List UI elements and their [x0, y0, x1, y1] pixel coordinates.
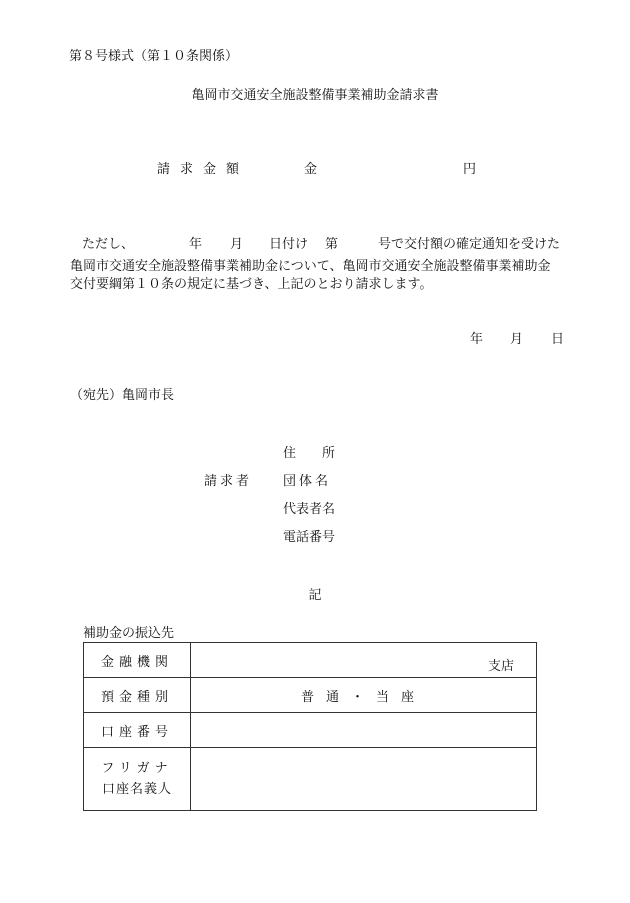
branch-suffix: 支店 [487, 659, 514, 674]
request-month: 月 [510, 332, 524, 347]
account-number-field[interactable] [191, 713, 537, 748]
request-day: 日 [551, 332, 565, 347]
request-year: 年 [470, 332, 484, 347]
institution-label: 金融機関 [84, 643, 191, 678]
claimant-label: 請求者 [204, 474, 253, 489]
body-year: 年 [189, 237, 203, 252]
deposit-type-label: 預金種別 [84, 678, 191, 713]
body-line-3: 交付要綱第１０条の規定に基づき、上記のとおり請求します。 [70, 277, 433, 292]
account-holder-field[interactable] [191, 748, 537, 811]
account-holder-label: 口座名義人 [101, 782, 172, 797]
table-row [84, 713, 537, 748]
body-prefix: ただし、 [82, 237, 135, 252]
form-number: 第８号様式（第１０条関係） [69, 49, 239, 64]
address-label: 住 所 [283, 446, 336, 461]
body-month: 月 [230, 237, 244, 252]
body-date-suffix: 日付け [269, 237, 309, 252]
body-line-2: 亀岡市交通安全施設整備事業補助金について、亀岡市交通安全施設整備事業補助金 [70, 259, 551, 274]
phone-label: 電話番号 [283, 530, 336, 545]
table-row [84, 678, 537, 713]
amount-prefix: 金 [304, 162, 318, 177]
ki-heading: 記 [308, 588, 322, 603]
bank-table [83, 642, 537, 811]
table-row [84, 748, 537, 811]
table-row [84, 643, 537, 678]
deposit-type-field[interactable] [191, 678, 537, 713]
account-holder-kana-label: フリガナ [101, 761, 173, 776]
institution-field[interactable] [191, 643, 537, 678]
body-rest: 号で交付額の確定通知を受けた [378, 237, 561, 252]
request-date [470, 332, 565, 347]
addressee: （宛先）亀岡市長 [70, 388, 175, 403]
bank-caption: 補助金の振込先 [83, 626, 175, 641]
deposit-type-options: 普通・当座 [300, 689, 426, 705]
document-title: 亀岡市交通安全施設整備事業補助金請求書 [191, 88, 439, 103]
representative-label: 代表者名 [283, 502, 336, 517]
body-dai: 第 [325, 237, 339, 252]
amount-unit: 円 [463, 162, 477, 177]
amount-label: 請求金額 [157, 162, 250, 177]
account-number-label: 口座番号 [84, 713, 191, 748]
organization-label: 団体名 [283, 474, 332, 489]
account-holder-label-cell [84, 748, 191, 811]
